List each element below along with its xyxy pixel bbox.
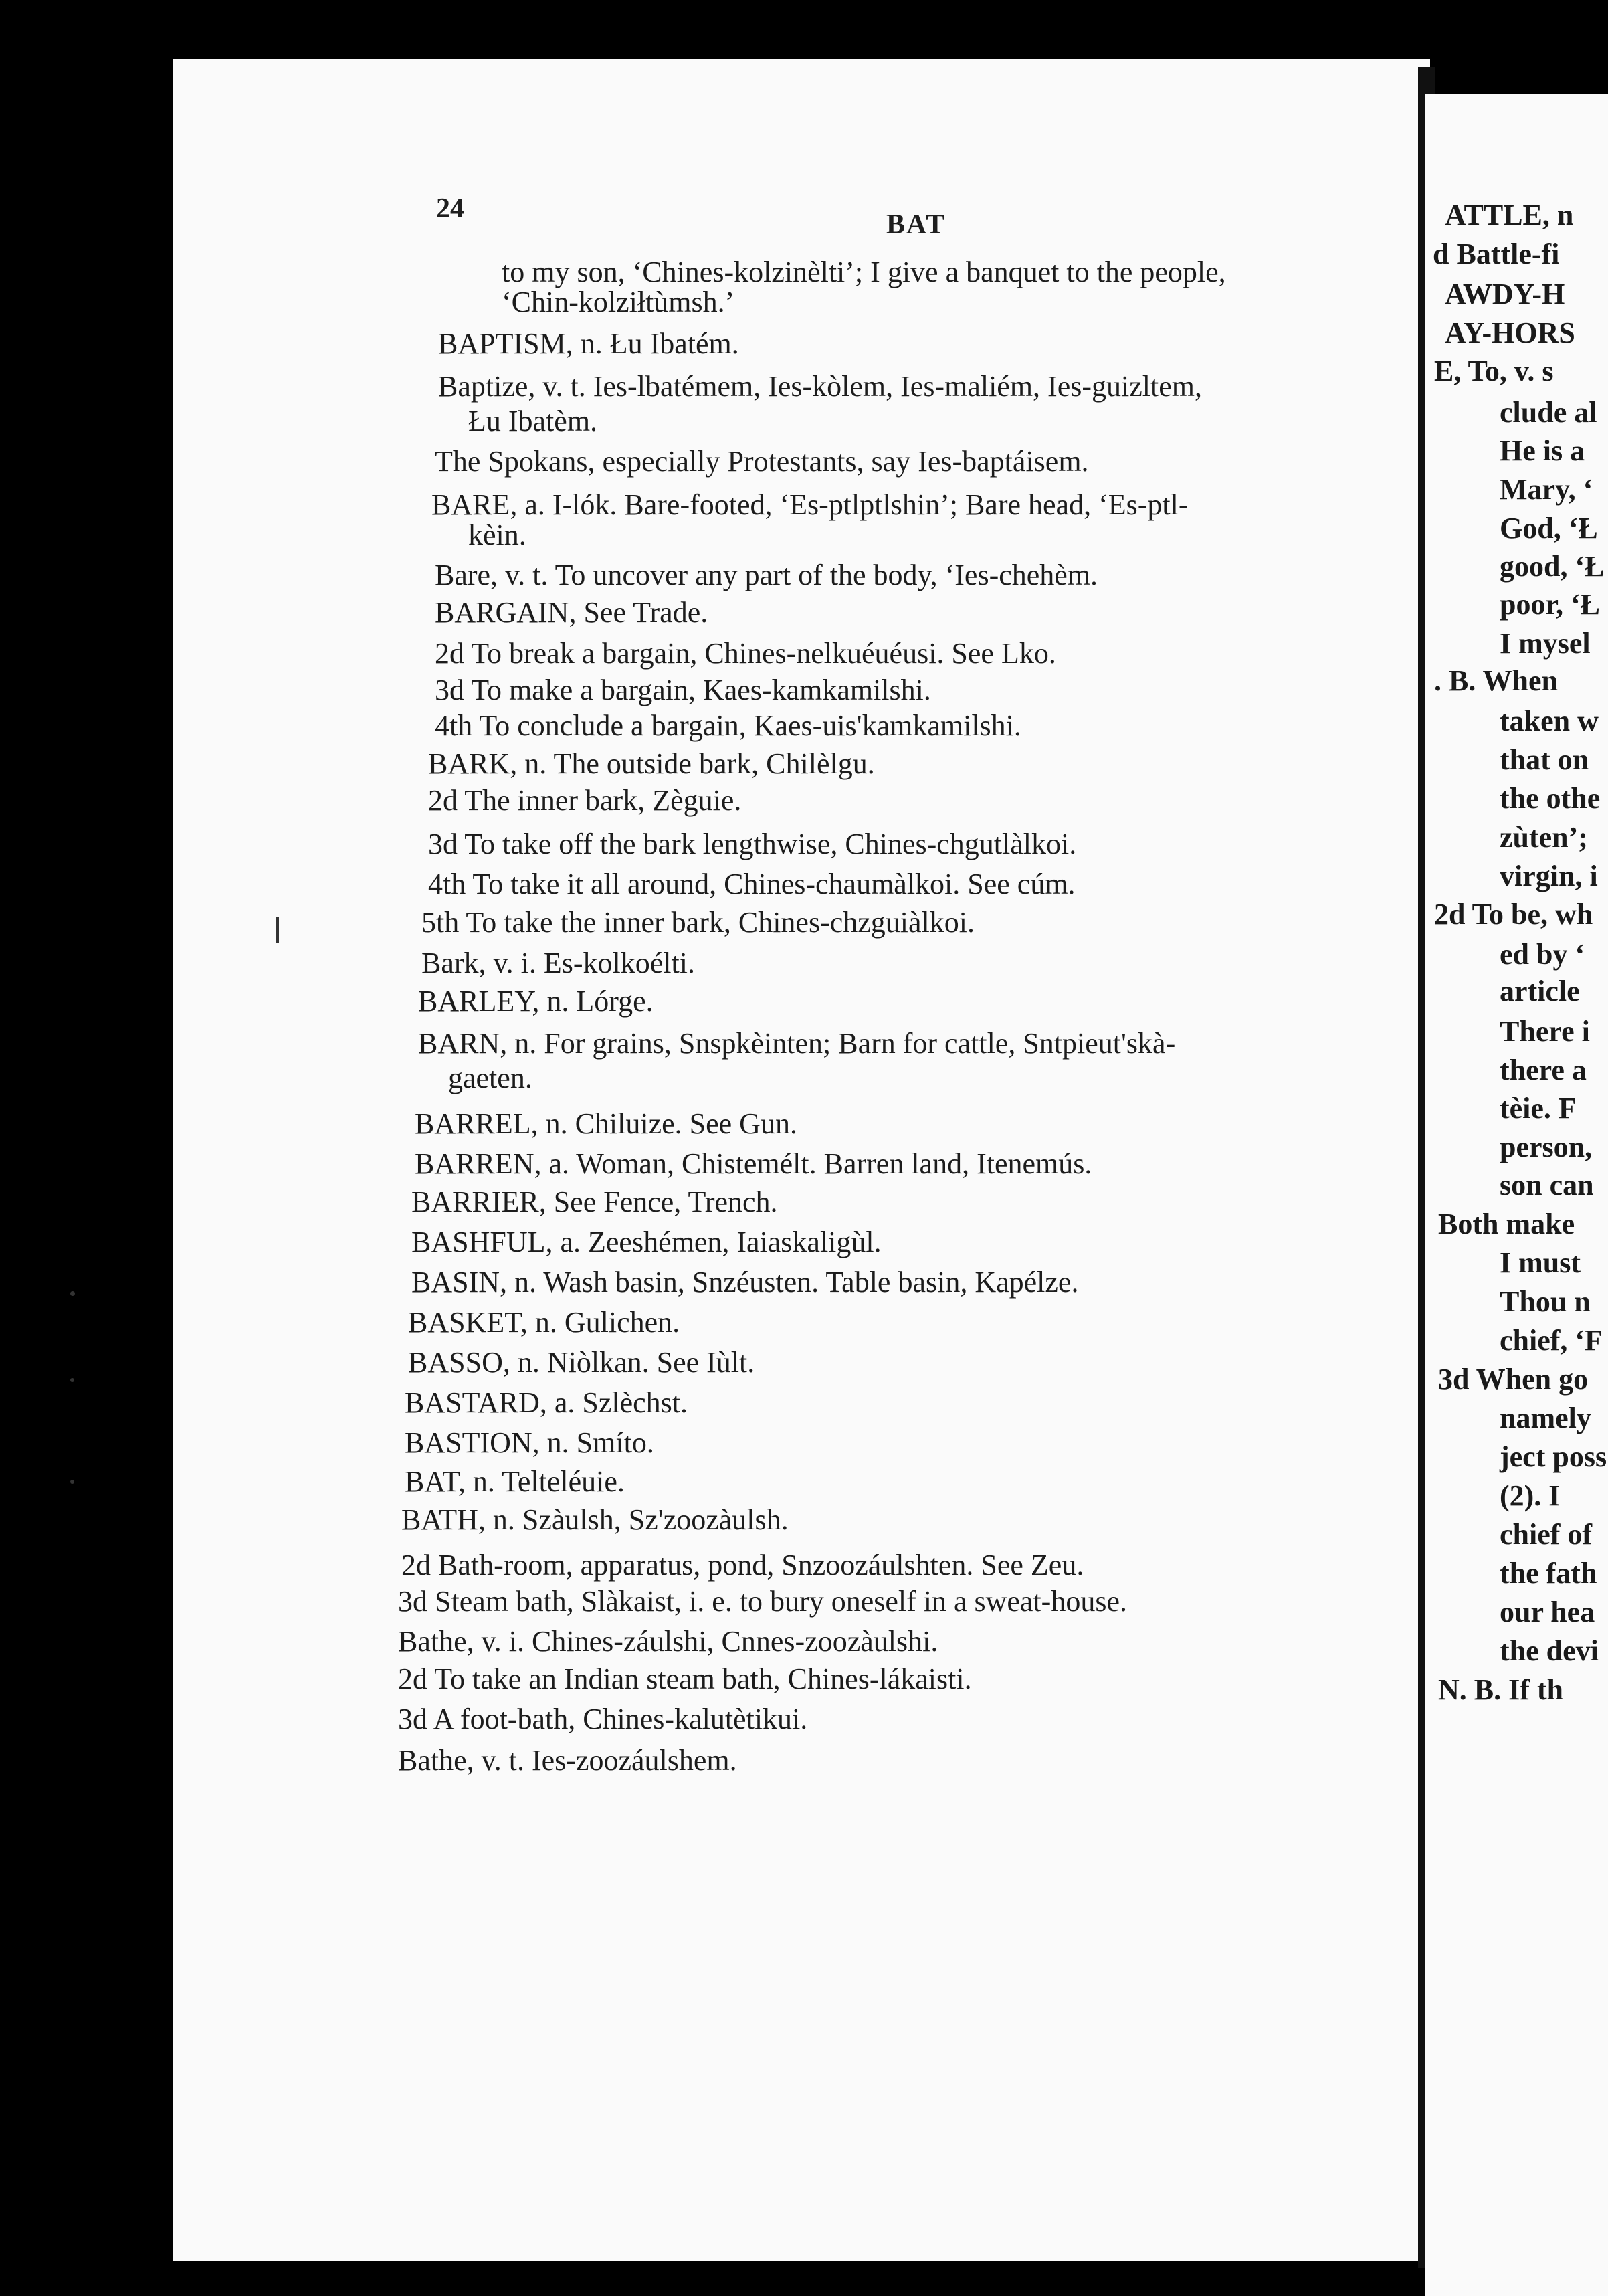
entry-line: 4th To take it all around, Chines-chaumàlkoi. See cúm.: [428, 868, 1076, 900]
entry-line: BARE, a. I-lók. Bare-footed, ‘Es-ptlptlshin’; Bare head, ‘Es-ptl-: [431, 488, 1189, 521]
entry-line: Bathe, v. t. Ies-zoozáulshem.: [398, 1744, 737, 1777]
entry-line: 2d Bath-room, apparatus, pond, Snzoozáulshten. See Zeu.: [401, 1549, 1084, 1582]
entry-line: 5th To take the inner bark, Chines-chzguiàlkoi.: [421, 906, 975, 939]
right-page-line: ed by ‘: [1500, 938, 1585, 971]
right-page-line: ject poss: [1500, 1440, 1607, 1473]
entry-line: Bark, v. i. Es-kolkoélti.: [421, 947, 695, 979]
right-page-line: AY-HORS: [1445, 316, 1575, 349]
entry-line: BARGAIN, See Trade.: [435, 596, 708, 629]
entry-line: 4th To conclude a bargain, Kaes-uis'kamkamilshi.: [435, 709, 1021, 742]
entry-line: gaeten.: [448, 1062, 532, 1094]
right-page-line: article: [1500, 975, 1580, 1008]
right-page-line: virgin, i: [1500, 860, 1598, 892]
entry-line: BASKET, n. Gulichen.: [408, 1306, 680, 1339]
right-page-line: taken w: [1500, 704, 1599, 737]
entry-line: BASIN, n. Wash basin, Snzéusten. Table basin, Kapélze.: [411, 1266, 1079, 1299]
entry-line: 3d To make a bargain, Kaes-kamkamilshi.: [435, 674, 931, 706]
running-head: BAT: [886, 209, 946, 240]
entry-line: 3d To take off the bark lengthwise, Chines-chgutlàlkoi.: [428, 828, 1077, 860]
right-page-line: zùten’;: [1500, 821, 1588, 854]
right-page-line: the othe: [1500, 782, 1601, 815]
right-page-line: I mysel: [1500, 627, 1591, 660]
entry-line: BAPTISM, n. Łu Ibatém.: [438, 327, 739, 360]
right-page-line: good, ‘Ł: [1500, 550, 1605, 583]
right-page-line: AWDY-H: [1445, 278, 1565, 310]
entry-line: BARLEY, n. Lórge.: [418, 985, 654, 1018]
right-page-line: the devi: [1500, 1634, 1599, 1667]
entry-line: BARREN, a. Woman, Chistemélt. Barren land, Itenemús.: [415, 1147, 1092, 1180]
right-page-line: He is a: [1500, 434, 1585, 467]
right-page-line: that on: [1500, 743, 1589, 776]
entry-line: Bare, v. t. To uncover any part of the body, ‘Ies-chehèm.: [435, 559, 1098, 591]
right-page-line: our hea: [1500, 1596, 1595, 1628]
right-page-line: d Battle-fi: [1433, 237, 1560, 270]
right-page-line: Both make: [1438, 1208, 1575, 1240]
entry-line: The Spokans, especially Protestants, say Ies-baptáisem.: [435, 445, 1089, 478]
right-page-line: there a: [1500, 1054, 1587, 1086]
right-page-line: poor, ‘Ł: [1500, 588, 1600, 621]
right-page-line: chief, ‘F: [1500, 1324, 1603, 1357]
right-page-line: person,: [1500, 1131, 1593, 1163]
entry-line: 3d A foot-bath, Chines-kalutètikui.: [398, 1703, 808, 1735]
entry-line: ‘Chin-kolziłtùmsh.’: [502, 286, 735, 318]
right-page-line: chief of: [1500, 1518, 1593, 1551]
entry-line: BASTION, n. Smíto.: [405, 1426, 654, 1459]
margin-mark: [70, 1480, 74, 1484]
entry-line: BATH, n. Szàulsh, Sz'zoozàulsh.: [401, 1503, 789, 1536]
right-page-line: tèie. F: [1500, 1092, 1577, 1125]
margin-mark: [70, 1378, 74, 1382]
right-page-line: There i: [1500, 1015, 1590, 1048]
right-page-line: namely: [1500, 1402, 1591, 1434]
entry-line: Bathe, v. i. Chines-záulshi, Cnnes-zoozàulshi.: [398, 1625, 938, 1658]
entry-line: BASTARD, a. Szlèchst.: [405, 1386, 688, 1419]
entry-line: BARK, n. The outside bark, Chilèlgu.: [428, 747, 875, 780]
margin-mark: [70, 1291, 75, 1296]
entry-line: BARREL, n. Chiluize. See Gun.: [415, 1107, 797, 1140]
right-page-line: Thou n: [1500, 1285, 1591, 1318]
right-page-line: 3d When go: [1438, 1363, 1589, 1396]
entry-line: Łu Ibatèm.: [468, 405, 598, 438]
right-page-line: the fath: [1500, 1557, 1597, 1590]
entry-line: 2d To break a bargain, Chines-nelkuéuéusi. See Lko.: [435, 637, 1056, 670]
entry-line: 2d The inner bark, Zèguie.: [428, 784, 742, 817]
entry-line: BASSO, n. Niòlkan. See Iùlt.: [408, 1346, 755, 1379]
right-page-line: Mary, ‘: [1500, 473, 1593, 506]
right-page-line: (2). I: [1500, 1479, 1561, 1512]
entry-line: BASHFUL, a. Zeeshémen, Iaiaskaligùl.: [411, 1226, 882, 1258]
entry-line: BAT, n. Telteléuie.: [405, 1465, 625, 1498]
entry-line: 2d To take an Indian steam bath, Chines-lákaisti.: [398, 1662, 972, 1695]
right-page-line: clude al: [1500, 396, 1597, 429]
right-page-line: ATTLE, n: [1445, 199, 1574, 231]
right-page-line: son can: [1500, 1169, 1594, 1202]
right-page-line: 2d To be, wh: [1434, 898, 1593, 931]
entry-line: kèin.: [468, 518, 526, 551]
right-page-line: . B. When: [1434, 664, 1559, 697]
margin-mark: [276, 917, 279, 943]
right-page-line: I must: [1500, 1246, 1581, 1279]
entry-line: BARRIER, See Fence, Trench.: [411, 1185, 778, 1218]
entry-line: BARN, n. For grains, Snspkèinten; Barn for cattle, Sntpieut'skà-: [418, 1027, 1176, 1060]
entry-line: to my son, ‘Chines-kolzinèlti’; I give a banquet to the people,: [502, 256, 1226, 288]
right-page-line: N. B. If th: [1438, 1673, 1564, 1706]
page-number: 24: [436, 193, 464, 224]
right-page-line: E, To, v. s: [1434, 355, 1554, 387]
entry-line: Baptize, v. t. Ies-lbatémem, Ies-kòlem, Ies-maliém, Ies-guizltem,: [438, 370, 1202, 403]
right-page-line: God, ‘Ł: [1500, 512, 1598, 545]
entry-line: 3d Steam bath, Slàkaist, i. e. to bury oneself in a sweat-house.: [398, 1585, 1127, 1618]
